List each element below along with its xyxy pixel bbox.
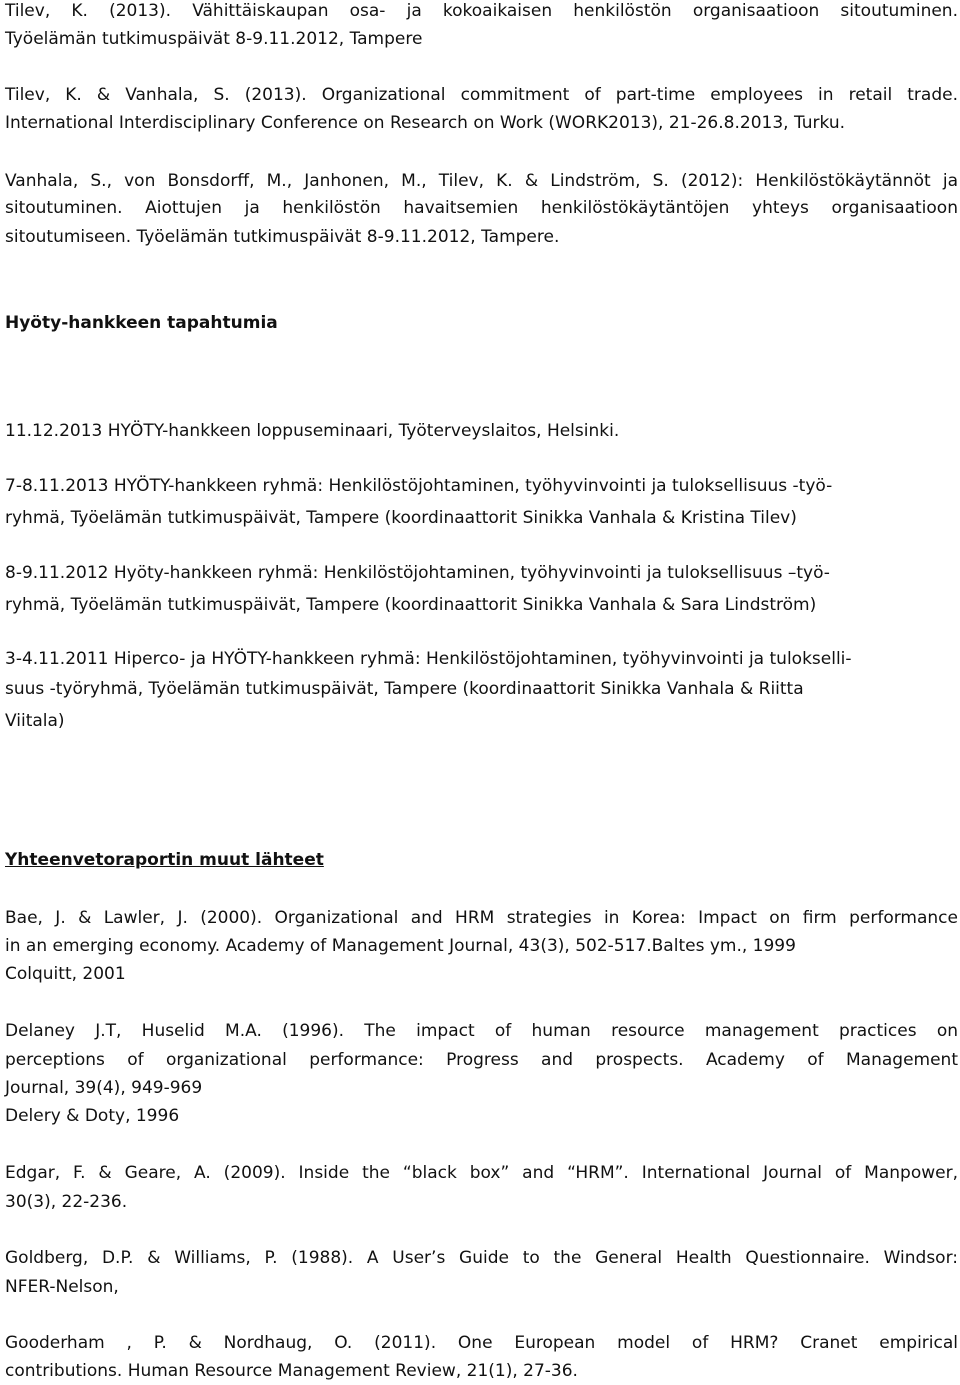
reference-line: Bae, J. & Lawler, J. (2000). Organizational and HRM strategies in Korea: Impact on firm performance [5, 908, 958, 928]
reference-line: Delery & Doty, 1996 [5, 1106, 180, 1126]
reference-line: Vanhala, S., von Bonsdorff, M., Janhonen, M., Tilev, K. & Lindström, S. (2012): Henkilöstökäytännöt ja [5, 171, 958, 191]
reference-line: perceptions of organizational performance: Progress and prospects. Academy of Management [5, 1050, 958, 1070]
reference-line: Edgar, F. & Geare, A. (2009). Inside the “black box” and “HRM”. International Journal of Manpower, [5, 1163, 958, 1183]
event-line: 3-4.11.2011 Hiperco- ja HYÖTY-hankkeen ryhmä: Henkilöstöjohtaminen, työhyvinvointi ja tulokselli- [5, 649, 852, 669]
event-line: 11.12.2013 HYÖTY-hankkeen loppuseminaari, Työterveyslaitos, Helsinki. [5, 421, 620, 441]
reference-line: sitoutuminen. Aiottujen ja henkilöstön havaitsemien henkilöstökäytäntöjen yhteys organisaatioon [5, 198, 958, 218]
section-heading-events: Hyöty-hankkeen tapahtumia [5, 313, 278, 333]
reference-line: Gooderham , P. & Nordhaug, O. (2011). One European model of HRM? Cranet empirical [5, 1333, 958, 1353]
event-line: Viitala) [5, 711, 65, 731]
event-line: ryhmä, Työelämän tutkimuspäivät, Tampere (koordinaattorit Sinikka Vanhala & Kristina Tilev) [5, 508, 797, 528]
reference-line: Journal, 39(4), 949-969 [5, 1078, 203, 1098]
reference-line: NFER-Nelson, [5, 1277, 119, 1297]
reference-line: contributions. Human Resource Management Review, 21(1), 27-36. [5, 1361, 578, 1381]
reference-line: Delaney J.T, Huselid M.A. (1996). The impact of human resource management practices on [5, 1021, 958, 1041]
reference-line: Tilev, K. (2013). Vähittäiskaupan osa- ja kokoaikaisen henkilöstön organisaatioon sitoutuminen. [5, 1, 958, 21]
reference-line: 30(3), 22-236. [5, 1192, 128, 1212]
reference-line: Työelämän tutkimuspäivät 8-9.11.2012, Tampere [5, 29, 423, 49]
reference-line: Goldberg, D.P. & Williams, P. (1988). A User’s Guide to the General Health Questionnaire. Windsor: [5, 1248, 958, 1268]
event-line: suus -työryhmä, Työelämän tutkimuspäivät, Tampere (koordinaattorit Sinikka Vanhala & Riitta [5, 679, 804, 699]
reference-line: Tilev, K. & Vanhala, S. (2013). Organizational commitment of part-time employees in retail trade. [5, 85, 958, 105]
event-line: ryhmä, Työelämän tutkimuspäivät, Tampere (koordinaattorit Sinikka Vanhala & Sara Lindström) [5, 595, 817, 615]
reference-line: International Interdisciplinary Conference on Research on Work (WORK2013), 21-26.8.2013, Turku. [5, 113, 846, 133]
reference-line: Colquitt, 2001 [5, 964, 126, 984]
section-heading-sources: Yhteenvetoraportin muut lähteet [5, 850, 324, 870]
event-line: 8-9.11.2012 Hyöty-hankkeen ryhmä: Henkilöstöjohtaminen, työhyvinvointi ja tuloksellisuus –työ- [5, 563, 830, 583]
reference-line: sitoutumiseen. Työelämän tutkimuspäivät 8-9.11.2012, Tampere. [5, 227, 560, 247]
reference-line: in an emerging economy. Academy of Management Journal, 43(3), 502-517.Baltes ym., 1999 [5, 936, 796, 956]
event-line: 7-8.11.2013 HYÖTY-hankkeen ryhmä: Henkilöstöjohtaminen, työhyvinvointi ja tuloksellisuus -työ- [5, 476, 833, 496]
